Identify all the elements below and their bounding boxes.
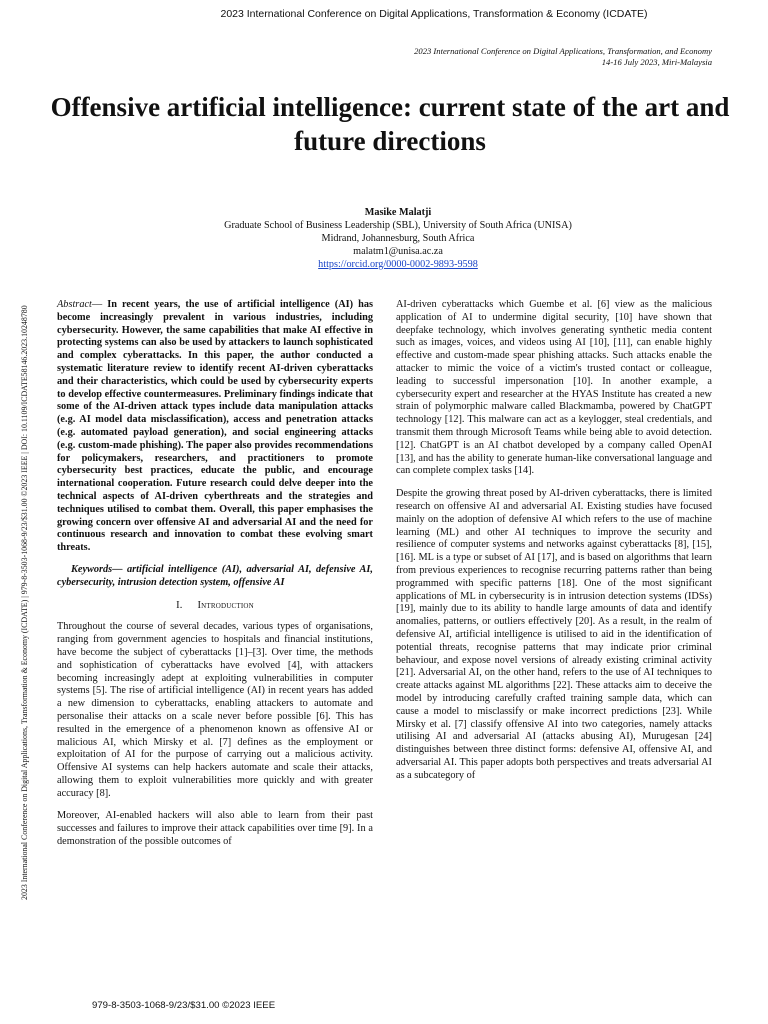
abstract: Abstract— In recent years, the use of artificial intelligence (AI) has become increasingly prevalent in various industries, including cybersecurity. However, the same capabilities that make AI effective in protecting systems can also be used by attackers to launch sophisticated and complex cyberattacks. In this paper, the author conducted a systematic literature review to identify recent AI-driven cyberattacks and their characteristics, which could be used by cybersecurity experts to develop effective countermeasures. Preliminary findings indicate that some of the AI-driven attack types include data manipulation attacks (e.g. AI model data misclassification), access and penetration attacks (e.g. automated payload generation), and social engineering attacks (e.g. custom-made phishing). The paper also provides recommendations for policymakers, researchers, and practitioners to promote cybersecurity best practices, educate the public, and encourage international cooperation. Future research could delve deeper into the technical aspects of AI-driven cyberthreats and the strategies and techniques utilised to combat them. Overall, this paper emphasises the growing concern over offensive AI and adversarial AI and the need for continuous research and innovation to combat these evolving smart threats. xyxy=(57,299,373,554)
side-margin-text: 2023 International Conference on Digital Applications, Transformation & Economy (ICDATE) | 979-8-3503-1068-9/23/$31.00 ©2023 IEEE | DOI: 10.1109/ICDATE58146.2023.10248780 xyxy=(20,305,29,900)
intro-paragraph-1: Throughout the course of several decades, various types of organisations, ranging from government agencies to hospitals and financial institutions, have become the subject of cyberattacks [1]–[3]. Over time, the methods and sophistication of cyberattacks have evolved [4], with attackers becoming increasingly adept at exploiting vulnerabilities in computer systems [5]. The rise of artificial intelligence (AI) in recent years has added a new dimension to cyberattacks, enabling attackers to automate and personalise their attacks on a scale never before possible [6]. This has resulted in the emergence of a phenomenon known as offensive AI or malicious AI, which Mirsky et al. [7] defines as the employment or exploitation of AI for the purpose of carrying out a malicious activity. Offensive AI systems can help hackers automate and scale their attacks, allowing them to exploit vulnerabilities more quickly and with greater accuracy [8]. xyxy=(57,621,373,799)
section-number: I. xyxy=(176,599,183,611)
keywords-text: artificial intelligence (AI), adversarial AI, defensive AI, cybersecurity, intrusion detection system, offensive AI xyxy=(57,563,373,588)
side-margin-note xyxy=(20,120,32,1000)
right-column xyxy=(396,299,712,782)
author-name: Masike Malatji xyxy=(364,207,432,218)
paper-title: Offensive artificial intelligence: current state of the art and future directions xyxy=(50,92,730,156)
author-location: Midrand, Johannesburg, South Africa xyxy=(321,233,475,244)
left-column xyxy=(57,299,373,849)
section-title: Introduction xyxy=(197,599,254,611)
section-heading-introduction xyxy=(57,600,373,613)
keywords xyxy=(57,564,373,590)
author-block xyxy=(90,206,706,271)
conference-dates: 14-16 July 2023, Miri-Malaysia xyxy=(601,57,712,67)
keywords-label: Keywords— xyxy=(71,563,123,575)
copyright-footer: 979-8-3503-1068-9/23/$31.00 ©2023 IEEE xyxy=(92,1000,276,1011)
intro-paragraph-4: Despite the growing threat posed by AI-driven cyberattacks, there is limited research on offensive AI and adversarial AI. Existing studies have focused mainly on the adoption of defensive AI which refers to the use of machine learning (ML) and other AI techniques to improve the security and resilience of computer systems and networks against cyberattacks [8], [15], [16]. ML is a type or subset of AI [17], and is based on algorithms that learn from previous experiences to recognise recurring patterns rather than being programmed with specific patterns [18]. One of the most significant applications of ML in cybersecurity is in intrusion detection systems (IDSs) [19], mainly due to its ability to handle large amounts of data and identify anomalies, patterns, or outliers effectively [20]. As a result, in the realm of defensive AI, artificial intelligence is utilised to aid in the identification of potential threats, recognise patterns that may indicate prior criminal behaviour, and expose novel versions of already existing criminal activity [21]. Adversarial AI, on the other hand, refers to the use of AI techniques to create attacks against ML algorithms [22]. These attacks aim to deceive the model by introducing carefully crafted training sample data, which can cause a model to misclassify or make incorrect predictions [23]. While Mirsky et al. [7] classify offensive AI into two categories, namely attacks utilising AI and adversarial AI (attacks abusing AI), Murugesan [24] distinguishes between three distinct forms: defensive AI, offensive AI, and adversarial AI. This paper adopts both perspectives and treats adversarial AI as a subcategory of xyxy=(396,488,712,781)
abstract-label: Abstract xyxy=(57,299,92,310)
author-email: malatm1@unisa.ac.za xyxy=(353,246,443,257)
orcid-link[interactable]: https://orcid.org/0000-0002-9893-9598 xyxy=(318,259,478,270)
intro-paragraph-3: AI-driven cyberattacks which Guembe et al. [6] view as the malicious application of AI to undermine digital security, [10] have shown that deepfake technology, which involves generating synthetic media content such as images, voices, and videos using AI [10], [11], can enable highly effective and custom-made spear phishing attacks. Such attacks enable the attacker to mimic the voice of a victim's trusted contact or colleague, leading to successful impersonation [10]. In another example, a cybersecurity expert and researcher at the HYAS Institute has created a new strain of polymorphic malware called Blackmamba, powered by ChatGPT technology [12]. This malware can act as a keylogger, steal credentials, and transmit them through Microsoft Teams while being able to avoid detection. [12]. ChatGPT is an AI chatbot developed by a company called OpenAI [13], and has the ability to generate human-like conversational language and can complete complex tasks [14]. xyxy=(396,299,712,477)
intro-paragraph-2: Moreover, AI-enabled hackers will also able to learn from their past successes and failures to improve their attack capabilities over time [9]. In a demonstration of the possible outcomes of xyxy=(57,810,373,848)
author-affiliation: Graduate School of Business Leadership (SBL), University of South Africa (UNISA) xyxy=(224,220,572,231)
abstract-text: In recent years, the use of artificial intelligence (AI) has become increasingly prevalent in various industries, including cybersecurity. However, the same capabilities that make AI effective in protecting systems can also be used by attackers to launch sophisticated and complex cyberattacks. In this paper, the author conducted a systematic literature review to identify recent AI-driven cyberattacks and their characteristics, which could be used by cybersecurity experts to develop effective countermeasures. Preliminary findings indicate that some of the AI-driven attack types include data manipulation attacks (e.g. AI model data misclassification), access and penetration attacks (e.g. automated payload generation), and social engineering attacks (e.g. custom-made phishing). The paper also provides recommendations for policymakers, researchers, and practitioners to promote cybersecurity best practices, educate the public, and encourage international cooperation. Future research could delve deeper into the technical aspects of AI-driven cyberthreats and the strategies and techniques utilised to combat them. Overall, this paper emphasises the growing concern over offensive AI and adversarial AI and the need for continuous research and innovation to combat these evolving smart threats. xyxy=(57,299,373,554)
conference-banner: 2023 International Conference on Digital Applications, Transformation & Economy (ICDATE) xyxy=(220,8,648,20)
conference-name: 2023 International Conference on Digital Applications, Transformation, and Economy xyxy=(414,46,712,56)
